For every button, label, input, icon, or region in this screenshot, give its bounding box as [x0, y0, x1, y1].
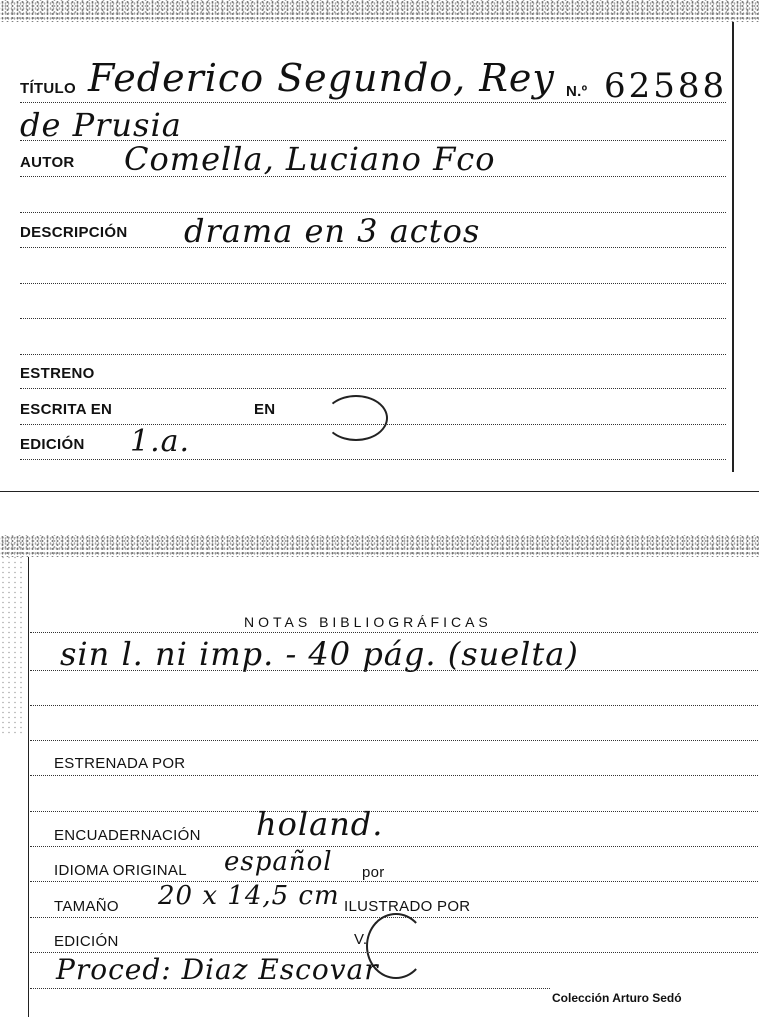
descripcion-rule — [20, 247, 726, 248]
encuadernacion-rule — [30, 846, 758, 847]
autor-label: AUTOR — [20, 154, 75, 171]
edicion-value: 1.a. — [130, 424, 191, 459]
notas-value: sin l. ni imp. - 40 pág. (suelta) — [60, 635, 579, 673]
titulo-value: Federico Segundo, Rey — [88, 56, 555, 100]
v-label: V. — [354, 931, 368, 948]
card-right-border — [732, 22, 734, 472]
estreno-rule — [20, 388, 726, 389]
notas-rule-2 — [30, 670, 758, 671]
titulo-rule — [20, 102, 726, 103]
card-edge-speckle — [0, 535, 759, 557]
titulo-label: TÍTULO — [20, 80, 76, 97]
notas-rule-4 — [30, 740, 758, 741]
notas-heading: NOTAS BIBLIOGRÁFICAS — [244, 614, 492, 630]
tamano-value: 20 x 14,5 cm — [158, 881, 340, 911]
card-left-border — [28, 557, 29, 1017]
escrita-en-label: ESCRITA EN — [20, 401, 113, 418]
idioma-label: IDIOMA ORIGINAL — [54, 862, 187, 879]
ink-stamp-mark — [324, 395, 388, 441]
edicion-label: EDICIÓN — [20, 436, 85, 453]
catalog-card-top — [0, 0, 759, 495]
edicion-label: EDICIÓN — [54, 933, 119, 950]
catalog-card-bottom — [0, 535, 759, 1025]
descripcion-label: DESCRIPCIÓN — [20, 224, 128, 241]
procedencia-value: Proced: Diaz Escovar — [56, 953, 379, 986]
card-edge-speckle — [0, 0, 759, 22]
collection-footer: Colección Arturo Sedó — [552, 991, 682, 1005]
encuadernacion-value: holand. — [256, 805, 384, 843]
por-label: por — [362, 864, 385, 881]
descripcion-rule-2 — [20, 283, 726, 284]
ilustrado-label: ILUSTRADO POR — [344, 898, 471, 915]
card-left-speckle — [0, 535, 24, 735]
en-label: EN — [254, 401, 276, 418]
descripcion-rule-4 — [20, 354, 726, 355]
estrenada-por-label: ESTRENADA POR — [54, 755, 186, 772]
numero-value: 62588 — [604, 66, 728, 106]
autor-value: Comella, Luciano Fco — [124, 140, 496, 178]
descripcion-value: drama en 3 actos — [184, 212, 481, 250]
autor-rule — [20, 176, 726, 177]
card-bottom-border — [0, 491, 759, 492]
titulo-value-continued: de Prusia — [20, 106, 182, 144]
notas-rule — [30, 632, 758, 633]
notas-rule-3 — [30, 705, 758, 706]
estreno-label: ESTRENO — [20, 365, 95, 382]
numero-label: N.º — [566, 83, 588, 100]
edicion-rule — [20, 459, 726, 460]
tamano-label: TAMAÑO — [54, 898, 119, 915]
idioma-rule — [30, 881, 758, 882]
blank-rule — [30, 811, 758, 812]
encuadernacion-label: ENCUADERNACIÓN — [54, 827, 201, 844]
descripcion-rule-3 — [20, 318, 726, 319]
idioma-value: español — [224, 847, 333, 877]
procedencia-rule — [30, 988, 550, 989]
estrenada-rule — [30, 775, 758, 776]
